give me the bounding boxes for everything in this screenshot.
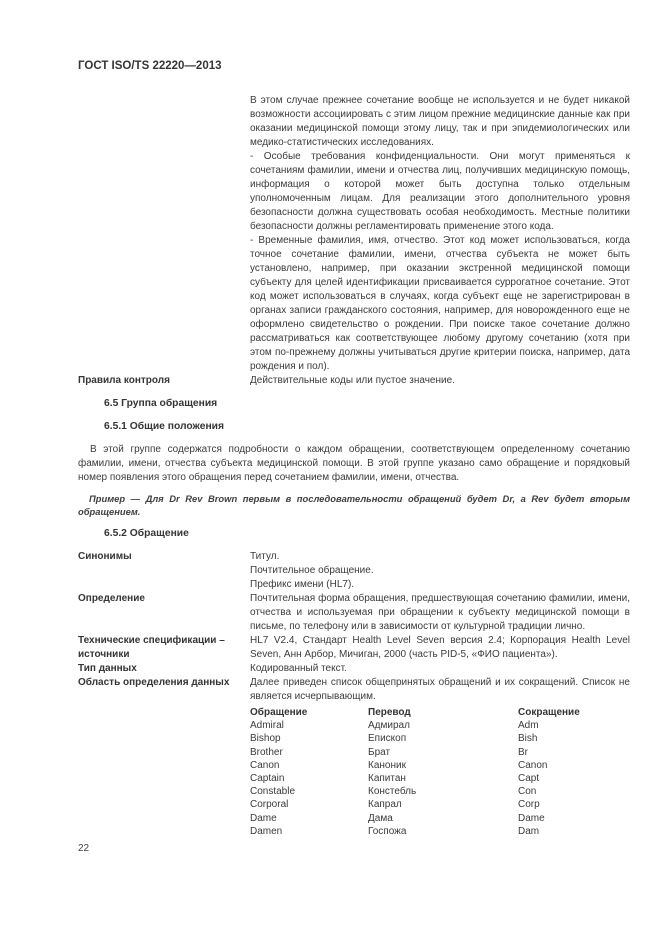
section-heading-6-5: 6.5 Группа обращения xyxy=(104,398,218,409)
table-row xyxy=(250,812,630,825)
translation-cell: Адмирал xyxy=(368,720,410,732)
definition-value: Кодированный текст. xyxy=(250,663,347,674)
title-cell: Dame xyxy=(250,812,277,824)
document-content xyxy=(78,94,630,838)
table-header-title: Обращение xyxy=(250,707,308,718)
definition-label: Определение xyxy=(78,593,145,604)
table-header-abbreviation: Сокращение xyxy=(518,707,580,718)
table-header-row xyxy=(250,706,630,719)
title-cell: Bishop xyxy=(250,733,281,745)
section-intro-paragraph: В этой группе содержатся подробности о каждом обращении, соответствующем определенному сочетанию фамилии, имени, отчества субъекта медицинской помощи. В этой группе указано само обращение и порядковый номер появления этого обращения перед сочетанием фамилии, имени, отчества. xyxy=(78,444,630,483)
definition-row-synonyms xyxy=(78,550,630,592)
table-row xyxy=(250,719,630,732)
paragraph: - Временные фамилия, имя, отчество. Этот код может использоваться, когда точное сочетание фамилии, имени, отчества субъекта не может быть установлено, например, при оказании экстренной медицинской помощи субъекту для целей идентификации присваивается суррогатное сочетание. Этот код может использоваться в случаях, когда субъект еще не зарегистрирован в органах записи гражданского состояния, например, для новорожденного еще не оформлено свидетельство о рождении. При поиске такое сочетание должно рассматриваться как соответствующее любому другому сочетанию (хотя при этом по-прежнему должны учитываться другие критерии поиска, например, дата рождения и пол). xyxy=(250,235,630,372)
definition-value: Действительные коды или пустое значение. xyxy=(250,375,455,386)
definition-row-data-type xyxy=(78,662,630,676)
title-cell: Corporal xyxy=(250,799,289,811)
table-header-translation: Перевод xyxy=(368,707,411,718)
translation-cell: Госпожа xyxy=(368,825,407,837)
definition-row-definition xyxy=(78,592,630,634)
abbreviation-cell: Br xyxy=(518,746,528,758)
section-heading-6-5-2: 6.5.2 Обращение xyxy=(104,528,189,539)
abbreviation-cell: Dame xyxy=(518,812,545,824)
table-row xyxy=(250,825,630,838)
definition-value xyxy=(250,94,630,374)
translation-cell: Констебль xyxy=(368,786,417,798)
abbreviation-cell: Canon xyxy=(518,759,548,771)
table-row xyxy=(250,732,630,745)
definition-label: Тип данных xyxy=(78,663,137,674)
definition-row-continuation xyxy=(78,94,630,374)
definition-label: Правила контроля xyxy=(78,375,170,386)
definition-value: Почтительная форма обращения, предшествующая сочетанию фамилии, имени, отчества и используемая при обращении к субъекту медицинской помощи в письме, по телефону или в зависимости от культурной традиции лично. xyxy=(250,593,630,632)
definition-value: Далее приведен список общепринятых обращений и их сокращений. Список не является исчерпывающим. xyxy=(250,677,630,702)
table-row xyxy=(250,746,630,759)
translation-cell: Дама xyxy=(368,812,393,824)
definition-row-control-rules xyxy=(78,374,630,388)
title-cell: Captain xyxy=(250,773,285,785)
abbreviation-cell: Adm xyxy=(518,720,539,732)
definition-row-tech-spec xyxy=(78,634,630,662)
synonym-line: Префикс имени (HL7). xyxy=(250,579,355,590)
table-row xyxy=(250,759,630,772)
abbreviation-cell: Con xyxy=(518,786,537,798)
translation-cell: Брат xyxy=(368,746,391,758)
definition-value: HL7 V2.4, Стандарт Health Level Seven версия 2.4; Корпорация Health Level Seven, Анн Арбор, Мичиган, 2000 (часть PID-5, «ФИО пациента»). xyxy=(250,635,630,660)
title-cell: Constable xyxy=(250,786,296,798)
definition-row-data-domain xyxy=(78,676,630,704)
translation-cell: Капитан xyxy=(368,773,406,785)
table-row xyxy=(250,772,630,785)
example-note: Пример — Для Dr Rev Brown первым в последовательности обращений будет Dr, а Rev будет вторым обращением. xyxy=(78,493,630,517)
title-cell: Brother xyxy=(250,746,283,758)
synonym-line: Почтительное обращение. xyxy=(250,565,374,576)
translation-cell: Епископ xyxy=(368,733,407,745)
abbreviation-cell: Capt xyxy=(518,773,540,785)
title-cell: Canon xyxy=(250,759,280,771)
section-heading-6-5-1: 6.5.1 Общие положения xyxy=(104,421,224,432)
title-cell: Admiral xyxy=(250,720,284,732)
synonym-line: Титул. xyxy=(250,551,280,562)
table-row xyxy=(250,785,630,798)
table-row xyxy=(250,798,630,811)
paragraph: - Особые требования конфиденциальности. Они могут применяться к сочетаниям фамилии, имени и отчества лиц, получивших медицинскую помощь, информация о которой может быть доступна только отдельным уполномоченным лицам. Для реализации этого дополнительного уровня безопасности должна существовать особая необходимость. Местные политики безопасности должны регламентировать применение этого кода. xyxy=(250,151,630,232)
definition-label: Синонимы xyxy=(78,551,132,562)
titles-table xyxy=(250,706,630,838)
definition-label: Технические спецификации – источники xyxy=(78,635,225,660)
definition-label: Область определения данных xyxy=(78,677,230,688)
definition-value xyxy=(250,550,630,592)
translation-cell: Каноник xyxy=(368,759,406,771)
abbreviation-cell: Bish xyxy=(518,733,538,745)
paragraph: В этом случае прежнее сочетание вообще не используется и не будет никакой возможности ассоциировать с этим лицом прежние медицинские данные как при оказании медицинской помощи этому лицу, так и при эпидемиологических или медико-статистических исследованиях. xyxy=(250,95,630,148)
title-cell: Damen xyxy=(250,825,283,837)
translation-cell: Капрал xyxy=(368,799,402,811)
abbreviation-cell: Dam xyxy=(518,825,540,837)
page-title: ГОСТ ISO/TS 22220—2013 xyxy=(78,60,222,72)
abbreviation-cell: Corp xyxy=(518,799,540,811)
page-number: 22 xyxy=(78,843,90,854)
